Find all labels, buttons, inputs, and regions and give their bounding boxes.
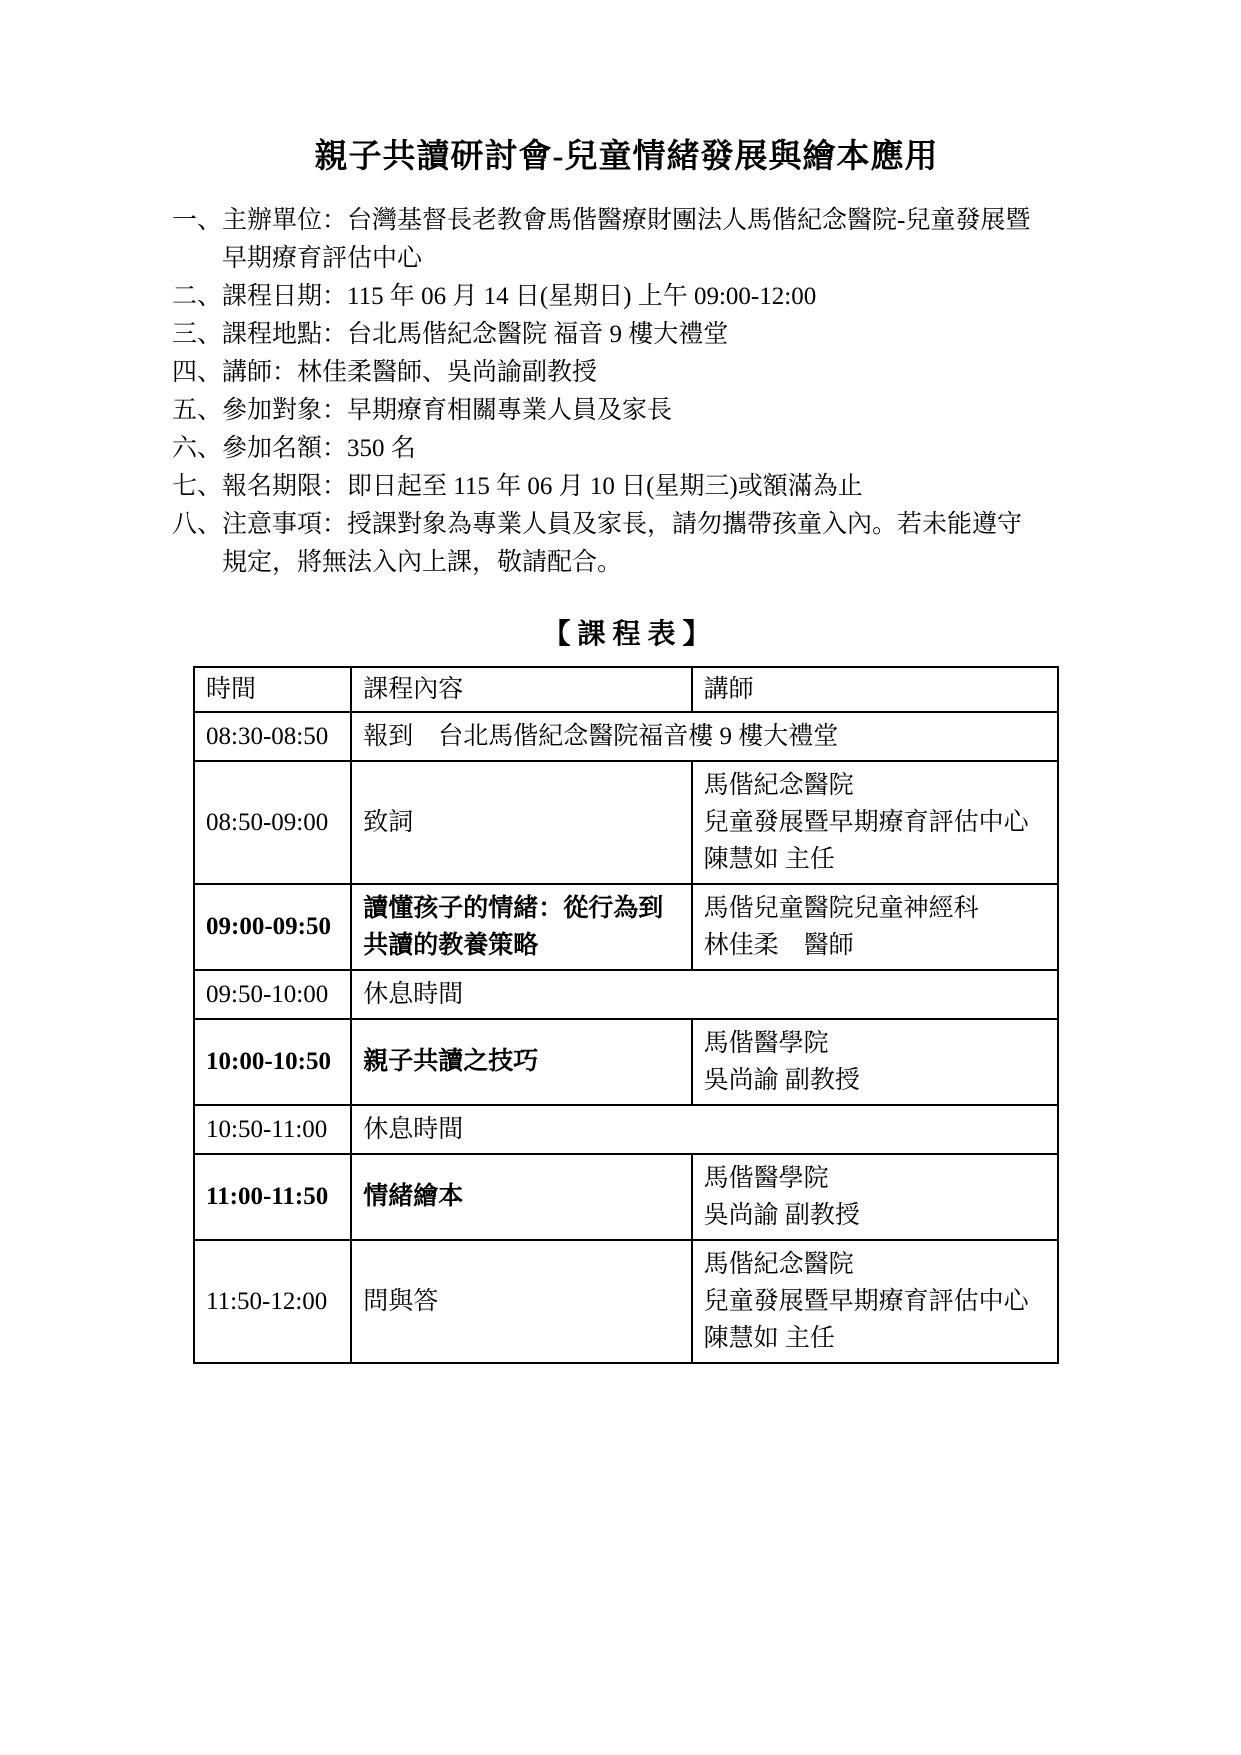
item-line: 早期療育評估中心 (222, 244, 423, 272)
item-marker: 四、 (172, 358, 223, 386)
content-cell: 親子共讀之技巧 (351, 1019, 691, 1105)
lecturer-cell (692, 761, 1058, 884)
item-marker: 五、 (172, 396, 223, 424)
item-line: 課程地點：台北馬偕紀念醫院 福音 9 樓大禮堂 (222, 320, 729, 348)
info-item-date (172, 278, 1081, 316)
info-item-audience (172, 392, 1081, 430)
lecturer-line: 馬偕紀念醫院 (703, 1250, 854, 1278)
item-line: 注意事項：授課對象為專業人員及家長，請勿攜帶孩童入內。若未能遵守 (222, 510, 1023, 538)
item-marker: 一、 (172, 206, 223, 234)
schedule-row-checkin (194, 712, 1058, 761)
lecturer-cell (692, 1154, 1058, 1240)
content-line: 共讀的教養策略 (363, 931, 539, 959)
lecturer-cell (692, 1240, 1058, 1363)
schedule-row-session1 (194, 884, 1058, 970)
lecturer-line: 吳尚諭 副教授 (703, 1201, 860, 1229)
info-item-organizer (172, 202, 1081, 278)
schedule-row-break2 (194, 1105, 1058, 1154)
col-header-lecturer: 講師 (692, 667, 1058, 712)
time-cell: 10:50-11:00 (194, 1105, 351, 1154)
time-cell: 09:00-09:50 (194, 884, 351, 970)
content-cell: 報到 台北馬偕紀念醫院福音樓 9 樓大禮堂 (351, 712, 1058, 761)
item-line: 課程日期：115 年 06 月 14 日(星期日) 上午 09:00-12:00 (222, 282, 817, 310)
page-title: 親子共讀研討會-兒童情緒發展與繪本應用 (314, 139, 939, 175)
schedule-heading: 【 課 程 表 】 (542, 618, 711, 650)
item-line: 主辦單位：台灣基督長老教會馬偕醫療財團法人馬偕紀念醫院-兒童發展暨 (222, 206, 1031, 234)
item-body (222, 316, 1081, 354)
info-item-lecturers (172, 354, 1081, 392)
lecturer-cell (692, 1019, 1058, 1105)
content-cell: 致詞 (351, 761, 691, 884)
item-body (222, 392, 1081, 430)
lecturer-line: 馬偕醫學院 (703, 1029, 829, 1057)
lecturer-line: 馬偕紀念醫院 (703, 771, 854, 799)
time-cell: 09:50-10:00 (194, 970, 351, 1019)
schedule-table (193, 666, 1059, 1364)
schedule-header-row (194, 667, 1058, 712)
item-body (222, 278, 1081, 316)
content-line: 讀懂孩子的情緒：從行為到 (363, 894, 664, 922)
item-marker: 三、 (172, 320, 223, 348)
schedule-row-session2 (194, 1019, 1058, 1105)
time-cell: 08:30-08:50 (194, 712, 351, 761)
item-marker: 七、 (172, 472, 223, 500)
item-line: 參加對象：早期療育相關專業人員及家長 (222, 396, 673, 424)
item-marker: 二、 (172, 282, 223, 310)
time-cell: 10:00-10:50 (194, 1019, 351, 1105)
lecturer-line: 馬偕兒童醫院兒童神經科 (703, 894, 979, 922)
item-marker: 六、 (172, 434, 223, 462)
lecturer-line: 陳慧如 主任 (703, 845, 835, 873)
item-body (222, 354, 1081, 392)
content-cell: 休息時間 (351, 970, 1058, 1019)
lecturer-line: 陳慧如 主任 (703, 1324, 835, 1352)
item-line: 參加名額：350 名 (222, 434, 416, 462)
item-marker: 八、 (172, 510, 223, 538)
info-item-deadline (172, 468, 1081, 506)
col-header-time: 時間 (194, 667, 351, 712)
lecturer-line: 兒童發展暨早期療育評估中心 (703, 808, 1029, 836)
item-body (222, 506, 1081, 582)
content-cell: 休息時間 (351, 1105, 1058, 1154)
content-cell (351, 884, 691, 970)
content-cell: 問與答 (351, 1240, 691, 1363)
lecturer-cell (692, 884, 1058, 970)
item-line: 講師：林佳柔醫師、吳尚諭副教授 (222, 358, 598, 386)
info-item-location (172, 316, 1081, 354)
time-cell: 11:00-11:50 (194, 1154, 351, 1240)
item-body (222, 430, 1081, 468)
time-cell: 08:50-09:00 (194, 761, 351, 884)
lecturer-line: 馬偕醫學院 (703, 1164, 829, 1192)
lecturer-line: 吳尚諭 副教授 (703, 1066, 860, 1094)
item-line: 規定，將無法入內上課，敬請配合。 (222, 548, 623, 576)
info-item-notes (172, 506, 1081, 582)
item-body (222, 468, 1081, 506)
col-header-content: 課程內容 (351, 667, 691, 712)
lecturer-line: 兒童發展暨早期療育評估中心 (703, 1287, 1029, 1315)
time-cell: 11:50-12:00 (194, 1240, 351, 1363)
content-cell: 情緒繪本 (351, 1154, 691, 1240)
schedule-row-break1 (194, 970, 1058, 1019)
item-body (222, 202, 1081, 278)
schedule-row-opening (194, 761, 1058, 884)
lecturer-line: 林佳柔 醫師 (703, 931, 854, 959)
schedule-row-session3 (194, 1154, 1058, 1240)
item-line: 報名期限：即日起至 115 年 06 月 10 日(星期三)或額滿為止 (222, 472, 863, 500)
info-list (172, 202, 1081, 582)
info-item-quota (172, 430, 1081, 468)
schedule-row-qa (194, 1240, 1058, 1363)
